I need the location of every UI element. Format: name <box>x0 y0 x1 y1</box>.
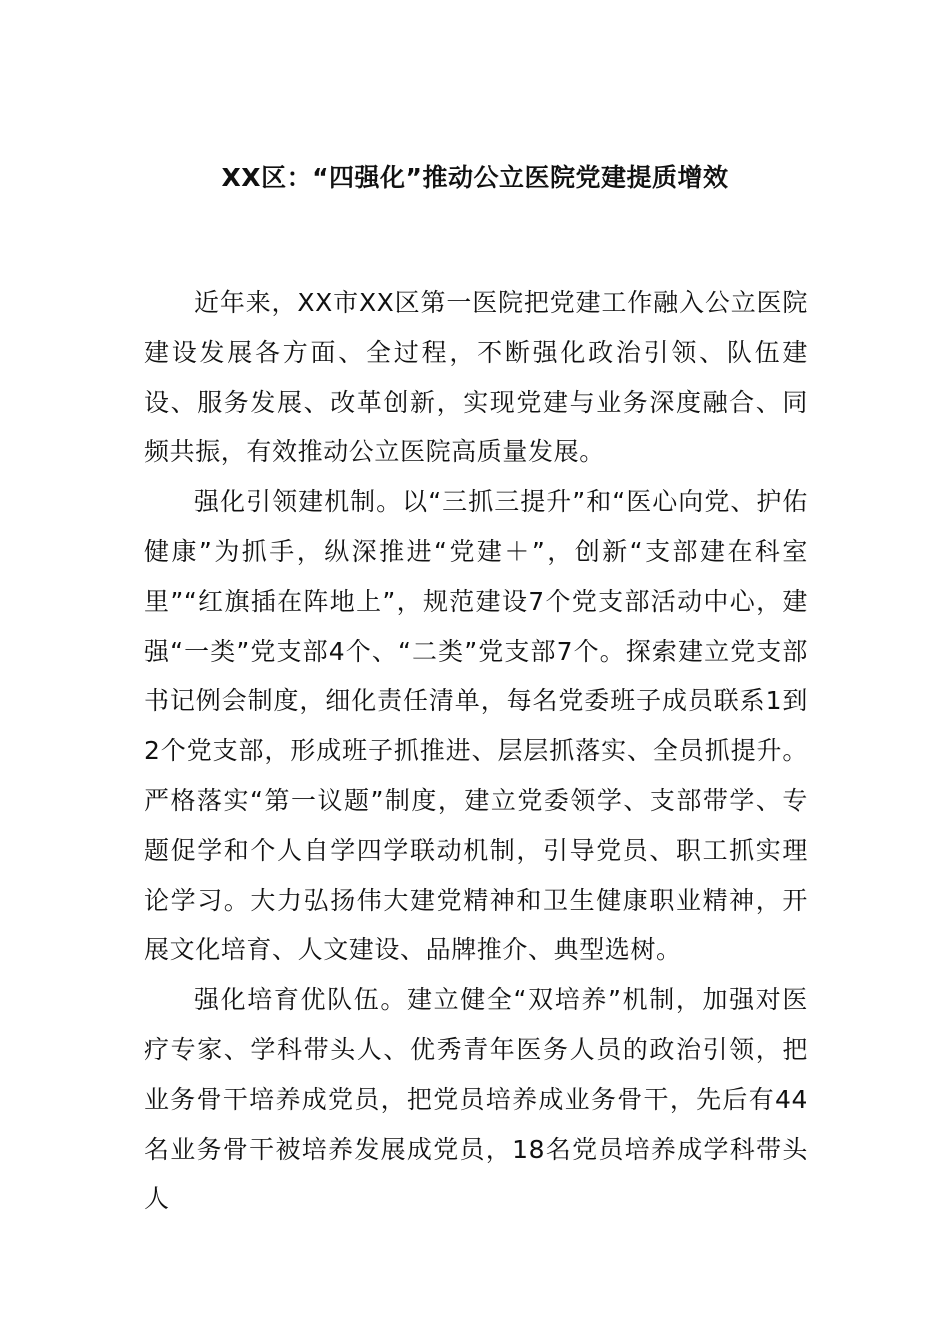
paragraph-leadership: 强化引领建机制。以“三抓三提升”和“医心向党、护佑健康”为抓手，纵深推进“党建＋”，创新“支部建在科室里”“红旗插在阵地上”，规范建设7个党支部活动中心，建强“一类”党支部4个、“二类”党支部7个。探索建立党支部书记例会制度，细化责任清单，每名党委班子成员联系1到2个党支部，形成班子抓推进、层层抓落实、全员抓提升。严格落实“第一议题”制度，建立党委领学、支部带学、专题促学和个人自学四学联动机制，引导党员、职工抓实理论学习。大力弘扬伟大建党精神和卫生健康职业精神，开展文化培育、人文建设、品牌推介、典型选树。 <box>144 487 808 965</box>
document-title: XX区：“四强化”推动公立医院党建提质增效 <box>221 163 729 192</box>
document-body <box>144 278 808 1224</box>
paragraph-intro: 近年来，XX市XX区第一医院把党建工作融入公立医院建设发展各方面、全过程，不断强化政治引领、队伍建设、服务发展、改革创新，实现党建与业务深度融合、同频共振，有效推动公立医院高质量发展。 <box>144 288 808 467</box>
paragraph-team: 强化培育优队伍。建立健全“双培养”机制，加强对医疗专家、学科带头人、优秀青年医务人员的政治引领，把业务骨干培养成党员，把党员培养成业务骨干，先后有44名业务骨干被培养发展成党员，18名党员培养成学科带头人 <box>144 985 808 1214</box>
